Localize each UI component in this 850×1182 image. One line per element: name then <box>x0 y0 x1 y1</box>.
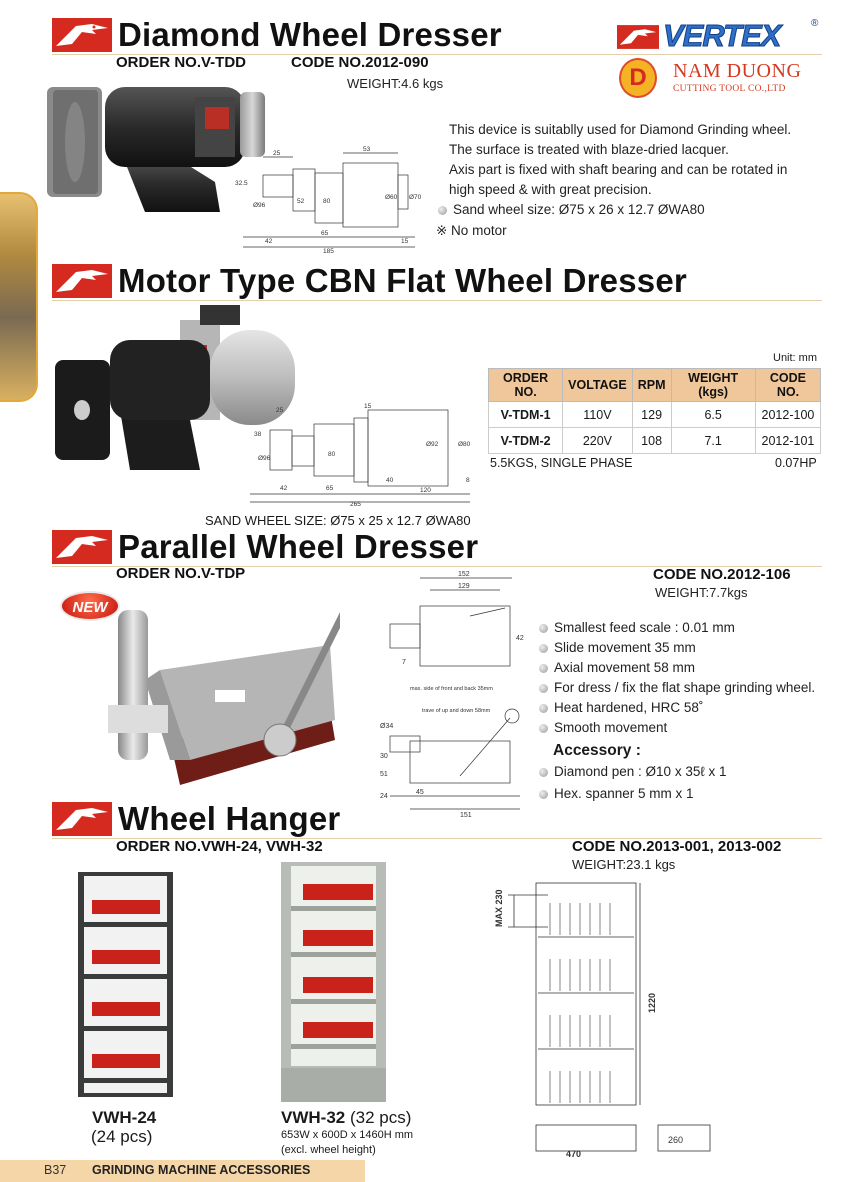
description-block <box>449 120 829 200</box>
feature-item <box>539 618 815 638</box>
table-row <box>489 428 821 454</box>
cell: 6.5 <box>671 402 755 428</box>
bullet-icon <box>539 684 548 693</box>
dim-260: 260 <box>668 1135 684 1145</box>
footer-label: GRINDING MACHINE ACCESSORIES <box>92 1163 311 1177</box>
bullet-icon <box>539 644 548 653</box>
feature-item <box>539 658 815 678</box>
section-header-motor <box>52 262 822 301</box>
vwh24-rack-photo <box>78 872 173 1097</box>
dim-470: 470 <box>566 1149 582 1159</box>
weight: WEIGHT:7.7kgs <box>655 585 748 600</box>
weight: WEIGHT:23.1 kgs <box>572 857 676 872</box>
vwh32-label: VWH-32 <box>281 1108 346 1127</box>
dim-30: 30 <box>380 753 388 760</box>
dim-45: 45 <box>416 789 424 796</box>
weight: WEIGHT:4.6 kgs <box>347 76 444 91</box>
vertex-eagle-icon <box>617 22 659 52</box>
col-voltage: VOLTAGE <box>563 369 633 402</box>
section-header-parallel <box>52 528 822 567</box>
code-no: CODE NO.2013-001, 2013-002 <box>572 838 782 855</box>
page-number: B37 <box>44 1163 67 1177</box>
dim-265: 265 <box>350 501 361 507</box>
desc-line: The surface is treated with blaze-dried lacquer. <box>449 142 729 157</box>
cell: 7.1 <box>671 428 755 454</box>
side-tab-photo <box>0 192 38 402</box>
cell: V-TDM-1 <box>489 402 563 428</box>
bullet-icon <box>539 624 548 633</box>
feature-item <box>539 718 815 738</box>
eagle-logo-icon <box>52 264 112 298</box>
namduong-mark: D <box>629 64 647 91</box>
spec-table <box>488 368 821 454</box>
cell: 220V <box>563 428 633 454</box>
dim-60: Ø60 <box>385 194 398 201</box>
vwh32-pcs: (32 pcs) <box>345 1108 412 1127</box>
code-no: CODE NO.2012-090 <box>291 54 429 71</box>
cell: 129 <box>632 402 671 428</box>
cell: V-TDM-2 <box>489 428 563 454</box>
dim-42: 42 <box>265 238 273 245</box>
feature-item <box>539 678 815 698</box>
bullet-icon <box>539 724 548 733</box>
vwh32-title <box>281 1108 411 1128</box>
dim-151: 151 <box>460 812 472 818</box>
sand-wheel-bullet <box>438 200 705 220</box>
bullet-icon <box>539 664 548 673</box>
parallel-dresser-drawing <box>380 566 540 818</box>
dim-32-5: 32.5 <box>235 180 248 187</box>
eagle-logo-icon <box>52 18 112 52</box>
dim-40: 40 <box>386 477 394 484</box>
dim-80: 80 <box>328 451 336 458</box>
vwh32-excl: (excl. wheel height) <box>281 1144 376 1156</box>
accessory-text: Hex. spanner 5 mm x 1 <box>554 786 694 801</box>
feature-text: Heat hardened, HRC 58˚ <box>554 700 704 715</box>
dim-92: Ø92 <box>426 441 439 448</box>
vwh32-rack-photo <box>281 862 386 1102</box>
vertex-logo <box>617 18 821 56</box>
dim-42: 42 <box>516 635 524 642</box>
eagle-logo-icon <box>52 530 112 564</box>
section-header-hanger <box>52 800 822 839</box>
feature-text: Slide movement 35 mm <box>554 640 696 655</box>
desc-line: This device is suitablly used for Diamond Grinding wheel. <box>449 122 792 137</box>
table-row <box>489 402 821 428</box>
dim-80: 80 <box>323 198 331 205</box>
cell: 108 <box>632 428 671 454</box>
table-header-row <box>489 369 821 402</box>
feature-list <box>539 618 815 804</box>
vwh24-label: VWH-24 <box>92 1108 157 1127</box>
dim-15: 15 <box>401 238 409 245</box>
dim-25: 25 <box>276 407 284 414</box>
dim-52: 52 <box>297 198 305 205</box>
dim-42: 42 <box>280 485 288 492</box>
no-motor-note: ※ No motor <box>436 223 507 238</box>
dim-70: Ø70 <box>409 194 422 201</box>
code-no: CODE NO.2012-106 <box>653 566 791 583</box>
feature-text: Smooth movement <box>554 720 668 735</box>
dim-25: 25 <box>273 150 281 157</box>
eagle-logo-icon <box>52 802 112 836</box>
section-title: Diamond Wheel Dresser <box>118 16 502 53</box>
dim-24: 24 <box>380 793 388 800</box>
feature-text: For dress / fix the flat shape grinding wheel. <box>554 680 816 695</box>
dim-travel-up-down: trave of up and down 58mm <box>422 708 491 714</box>
feature-text: Axial movement 58 mm <box>554 660 696 675</box>
bullet-text: Sand wheel size: Ø75 x 26 x 12.7 ØWA80 <box>453 202 705 217</box>
dim-7: 7 <box>402 659 406 666</box>
dim-96: Ø96 <box>253 202 266 209</box>
dim-53: 53 <box>363 146 371 153</box>
feature-item <box>539 638 815 658</box>
accessory-text: Diamond pen : Ø10 x 35ℓ x 1 <box>554 764 727 779</box>
feature-item <box>539 698 815 718</box>
diamond-dresser-drawing <box>235 145 425 255</box>
col-order: ORDER NO. <box>489 369 563 402</box>
feature-text: Smallest feed scale : 0.01 mm <box>554 620 735 635</box>
dim-65: 65 <box>326 485 334 492</box>
motor-dresser-drawing <box>240 402 480 507</box>
dim-max230: MAX 230 <box>494 889 504 927</box>
accessory-heading: Accessory : <box>553 742 641 759</box>
dim-15: 15 <box>364 403 372 410</box>
cell: 2012-100 <box>755 402 820 428</box>
col-weight: WEIGHT (kgs) <box>671 369 755 402</box>
cell: 2012-101 <box>755 428 820 454</box>
dim-51: 51 <box>380 771 388 778</box>
dim-1220: 1220 <box>647 992 657 1013</box>
dim-34: Ø34 <box>380 723 394 730</box>
namduong-name: NAM DUONG <box>673 60 802 82</box>
section-title: Wheel Hanger <box>118 800 341 837</box>
bullet-icon <box>539 768 548 777</box>
dim-max-front-back: max. side of front and back 35mm <box>410 686 493 692</box>
registered-mark: ® <box>811 18 819 29</box>
section-title: Motor Type CBN Flat Wheel Dresser <box>118 262 687 299</box>
phase-note: 5.5KGS, SINGLE PHASE <box>490 456 633 470</box>
dim-38: 38 <box>254 431 262 438</box>
dim-80b: Ø80 <box>458 441 471 448</box>
col-code: CODE NO. <box>755 369 820 402</box>
desc-line: Axis part is fixed with shaft bearing and can be rotated in <box>449 162 788 177</box>
hp-note: 0.07HP <box>775 456 817 470</box>
order-no: ORDER NO.V-TDD <box>116 54 247 71</box>
unit-label: Unit: mm <box>773 352 817 364</box>
new-badge: NEW <box>60 591 120 621</box>
dim-65: 65 <box>321 230 329 237</box>
namduong-badge-icon <box>619 58 657 98</box>
desc-line: high speed & with great precision. <box>449 182 652 197</box>
sand-wheel-size: SAND WHEEL SIZE: Ø75 x 25 x 12.7 ØWA80 <box>205 513 471 528</box>
cell: 110V <box>563 402 633 428</box>
dim-152: 152 <box>458 571 470 578</box>
bullet-icon <box>539 790 548 799</box>
vwh24-pcs: (24 pcs) <box>91 1127 153 1146</box>
order-no: ORDER NO.VWH-24, VWH-32 <box>116 838 323 855</box>
dim-96: Ø96 <box>258 455 271 462</box>
bullet-icon <box>438 206 447 215</box>
namduong-logo <box>617 58 821 100</box>
vwh32-dimensions: 653W x 600D x 1460H mm <box>281 1129 414 1141</box>
parallel-dresser-photo <box>100 590 340 790</box>
order-no: ORDER NO.V-TDP <box>116 565 246 582</box>
accessory-item <box>539 762 815 782</box>
vertex-wordmark: VERTEX <box>663 18 781 53</box>
dim-120: 120 <box>420 487 431 494</box>
namduong-sub: CUTTING TOOL CO.,LTD <box>673 84 786 94</box>
dim-185: 185 <box>323 248 334 255</box>
bullet-icon <box>539 704 548 713</box>
dim-129: 129 <box>458 583 470 590</box>
col-rpm: RPM <box>632 369 671 402</box>
wheel-hanger-drawing <box>488 865 718 1165</box>
dim-8: 8 <box>466 477 470 484</box>
section-title: Parallel Wheel Dresser <box>118 528 479 565</box>
